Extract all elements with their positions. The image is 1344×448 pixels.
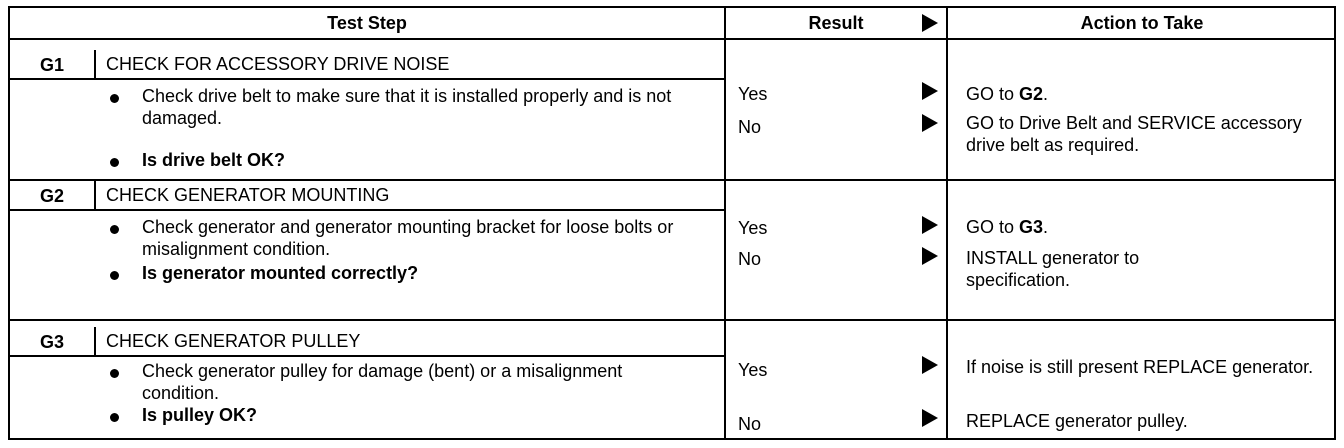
action-g2-no: INSTALL generator to specification.	[966, 248, 1140, 290]
column-divider-result	[724, 8, 726, 438]
result-g1-no: No	[738, 117, 762, 137]
id-divider	[94, 50, 96, 78]
header-action: Action to Take	[1080, 13, 1204, 33]
step-title-g2: CHECK GENERATOR MOUNTING	[106, 185, 390, 205]
action-g3-no: REPLACE generator pulley.	[966, 411, 1188, 431]
step-id-g3: G3	[39, 332, 64, 352]
diagnostic-table	[8, 6, 1336, 440]
header-arrow-icon	[922, 14, 938, 32]
step-title-g1: CHECK FOR ACCESSORY DRIVE NOISE	[106, 54, 450, 74]
step-g1-bullet-1: Check drive belt to make sure that it is installed properly and is not damaged.	[142, 86, 672, 128]
header-rule	[10, 38, 1336, 40]
bullet-icon	[108, 91, 122, 105]
result-g3-no: No	[738, 414, 762, 434]
result-g2-no: No	[738, 249, 762, 269]
step-title-g3: CHECK GENERATOR PULLEY	[106, 331, 361, 351]
step-id-g2: G2	[39, 186, 64, 206]
title-rule	[10, 355, 724, 357]
action-g1-yes: GO to G2.	[966, 84, 1049, 104]
title-rule	[10, 78, 724, 80]
arrow-icon	[922, 82, 938, 100]
bullet-icon	[108, 222, 122, 236]
action-g3-yes: If noise is still present REPLACE generator.	[966, 357, 1314, 377]
header-result: Result	[808, 13, 864, 33]
bullet-icon	[108, 366, 122, 380]
column-divider-action	[946, 8, 948, 438]
action-g1-no: GO to Drive Belt and SERVICE accessory drive belt as required.	[966, 113, 1302, 155]
arrow-icon	[922, 247, 938, 265]
bullet-icon	[108, 155, 122, 169]
title-rule	[10, 209, 724, 211]
step-g3-bullet-2: Is pulley OK?	[142, 405, 258, 425]
result-g2-yes: Yes	[738, 218, 768, 238]
id-divider	[94, 327, 96, 355]
step-g2-bullet-2: Is generator mounted correctly?	[142, 263, 419, 283]
step-id-g1: G1	[39, 55, 64, 75]
result-g3-yes: Yes	[738, 360, 768, 380]
arrow-icon	[922, 216, 938, 234]
arrow-icon	[922, 356, 938, 374]
step-g3-bullet-1: Check generator pulley for damage (bent) or a misalignment condition.	[142, 361, 623, 403]
action-g2-yes: GO to G3.	[966, 217, 1049, 237]
bullet-icon	[108, 410, 122, 424]
bullet-icon	[108, 268, 122, 282]
id-divider	[94, 181, 96, 209]
step-g2-bullet-1: Check generator and generator mounting bracket for loose bolts or misalignment condition.	[142, 217, 674, 259]
result-g1-yes: Yes	[738, 84, 768, 104]
step-g1-bullet-2: Is drive belt OK?	[142, 150, 286, 170]
header-test-step: Test Step	[327, 13, 407, 33]
row-rule	[10, 319, 1336, 321]
arrow-icon	[922, 409, 938, 427]
arrow-icon	[922, 114, 938, 132]
